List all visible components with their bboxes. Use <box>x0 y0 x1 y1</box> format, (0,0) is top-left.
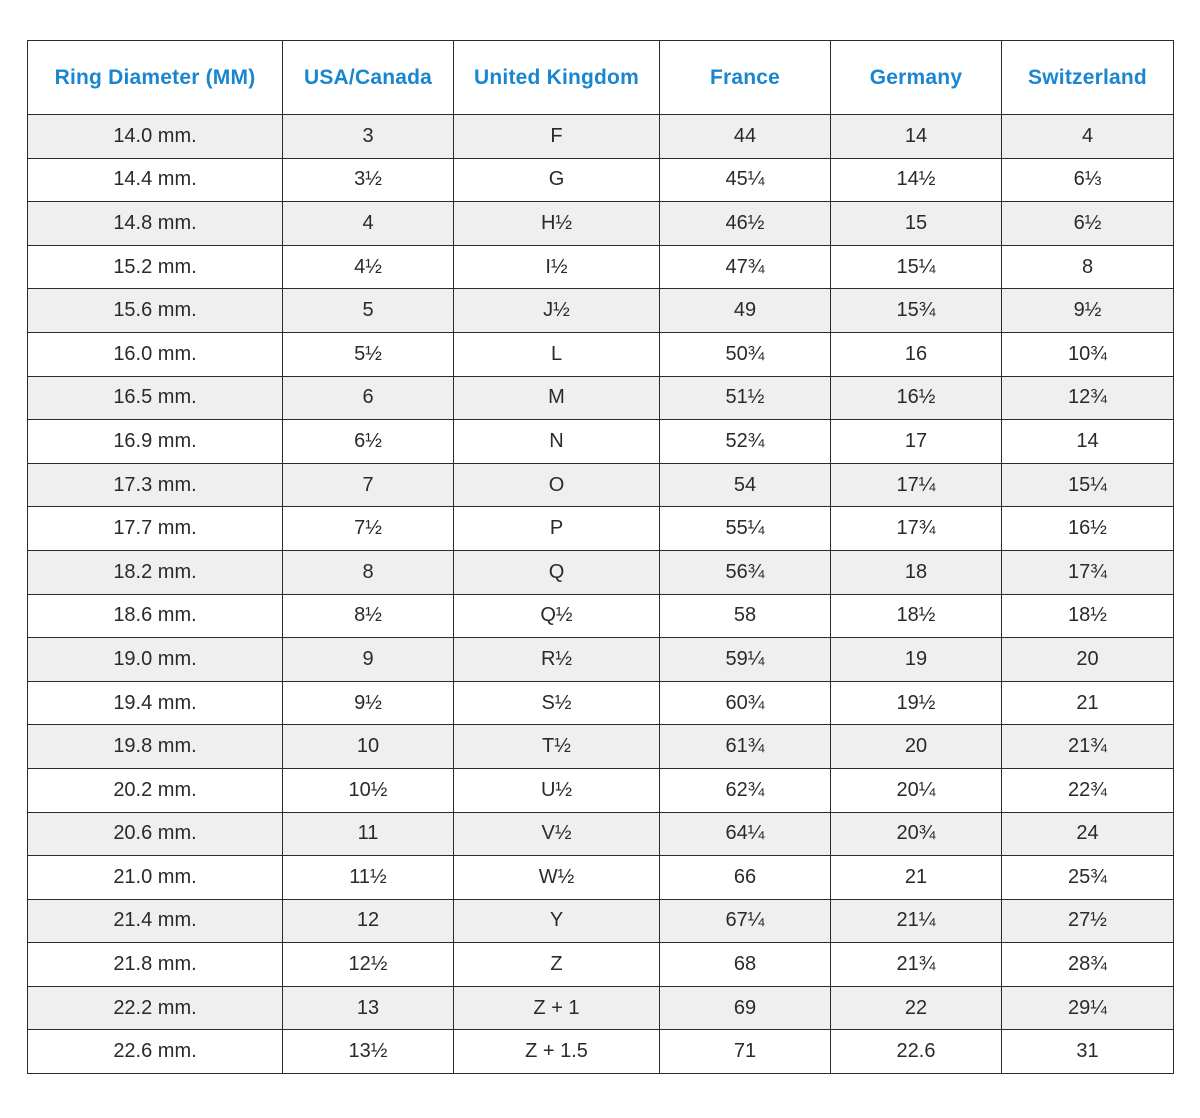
cell-diameter: 14.4 mm. <box>28 158 283 202</box>
cell-switzerland: 18½ <box>1002 594 1174 638</box>
cell-united-kingdom: Q½ <box>454 594 660 638</box>
cell-switzerland: 8 <box>1002 245 1174 289</box>
cell-diameter: 19.4 mm. <box>28 681 283 725</box>
cell-diameter: 16.0 mm. <box>28 332 283 376</box>
cell-switzerland: 6⅓ <box>1002 158 1174 202</box>
cell-diameter: 17.3 mm. <box>28 463 283 507</box>
table-row <box>28 332 1174 376</box>
cell-usa-canada: 7½ <box>283 507 454 551</box>
cell-diameter: 19.8 mm. <box>28 725 283 769</box>
table-row <box>28 245 1174 289</box>
cell-united-kingdom: P <box>454 507 660 551</box>
cell-france: 46½ <box>660 202 831 246</box>
header-france: France <box>660 41 831 115</box>
cell-diameter: 14.8 mm. <box>28 202 283 246</box>
cell-usa-canada: 7 <box>283 463 454 507</box>
cell-diameter: 20.2 mm. <box>28 768 283 812</box>
cell-usa-canada: 3½ <box>283 158 454 202</box>
cell-switzerland: 17¾ <box>1002 550 1174 594</box>
cell-france: 56¾ <box>660 550 831 594</box>
cell-united-kingdom: M <box>454 376 660 420</box>
table-row <box>28 158 1174 202</box>
cell-switzerland: 24 <box>1002 812 1174 856</box>
cell-usa-canada: 13 <box>283 986 454 1030</box>
cell-diameter: 20.6 mm. <box>28 812 283 856</box>
cell-germany: 14½ <box>831 158 1002 202</box>
cell-switzerland: 27½ <box>1002 899 1174 943</box>
cell-usa-canada: 3 <box>283 115 454 159</box>
table-row <box>28 594 1174 638</box>
cell-germany: 22 <box>831 986 1002 1030</box>
cell-germany: 19½ <box>831 681 1002 725</box>
cell-france: 44 <box>660 115 831 159</box>
cell-germany: 17¾ <box>831 507 1002 551</box>
table-row <box>28 768 1174 812</box>
cell-united-kingdom: W½ <box>454 856 660 900</box>
cell-usa-canada: 9½ <box>283 681 454 725</box>
cell-france: 52¾ <box>660 420 831 464</box>
cell-switzerland: 21 <box>1002 681 1174 725</box>
cell-usa-canada: 8 <box>283 550 454 594</box>
cell-usa-canada: 12½ <box>283 943 454 987</box>
cell-germany: 17 <box>831 420 1002 464</box>
cell-usa-canada: 10 <box>283 725 454 769</box>
cell-france: 58 <box>660 594 831 638</box>
cell-united-kingdom: Z + 1.5 <box>454 1030 660 1074</box>
table-row <box>28 681 1174 725</box>
cell-usa-canada: 10½ <box>283 768 454 812</box>
cell-france: 67¼ <box>660 899 831 943</box>
cell-france: 54 <box>660 463 831 507</box>
cell-diameter: 21.4 mm. <box>28 899 283 943</box>
cell-france: 49 <box>660 289 831 333</box>
cell-united-kingdom: G <box>454 158 660 202</box>
cell-switzerland: 25¾ <box>1002 856 1174 900</box>
cell-germany: 21¼ <box>831 899 1002 943</box>
cell-usa-canada: 13½ <box>283 1030 454 1074</box>
table-row <box>28 507 1174 551</box>
cell-united-kingdom: L <box>454 332 660 376</box>
cell-diameter: 21.0 mm. <box>28 856 283 900</box>
cell-united-kingdom: Z <box>454 943 660 987</box>
cell-united-kingdom: H½ <box>454 202 660 246</box>
cell-switzerland: 16½ <box>1002 507 1174 551</box>
cell-diameter: 22.6 mm. <box>28 1030 283 1074</box>
table-row <box>28 376 1174 420</box>
cell-diameter: 15.6 mm. <box>28 289 283 333</box>
cell-united-kingdom: Z + 1 <box>454 986 660 1030</box>
table-row <box>28 115 1174 159</box>
cell-diameter: 22.2 mm. <box>28 986 283 1030</box>
header-ring-diameter: Ring Diameter (MM) <box>28 41 283 115</box>
header-row <box>28 41 1174 115</box>
cell-switzerland: 21¾ <box>1002 725 1174 769</box>
cell-germany: 17¼ <box>831 463 1002 507</box>
cell-diameter: 15.2 mm. <box>28 245 283 289</box>
cell-switzerland: 15¼ <box>1002 463 1174 507</box>
cell-france: 64¼ <box>660 812 831 856</box>
cell-usa-canada: 11 <box>283 812 454 856</box>
cell-united-kingdom: V½ <box>454 812 660 856</box>
table-body <box>28 115 1174 1074</box>
cell-france: 59¼ <box>660 638 831 682</box>
cell-germany: 18 <box>831 550 1002 594</box>
cell-diameter: 19.0 mm. <box>28 638 283 682</box>
cell-germany: 15¾ <box>831 289 1002 333</box>
header-switzerland: Switzerland <box>1002 41 1174 115</box>
cell-united-kingdom: R½ <box>454 638 660 682</box>
cell-france: 66 <box>660 856 831 900</box>
cell-germany: 20¾ <box>831 812 1002 856</box>
cell-france: 71 <box>660 1030 831 1074</box>
cell-germany: 18½ <box>831 594 1002 638</box>
cell-usa-canada: 8½ <box>283 594 454 638</box>
table-row <box>28 550 1174 594</box>
cell-france: 69 <box>660 986 831 1030</box>
cell-usa-canada: 9 <box>283 638 454 682</box>
table-row <box>28 725 1174 769</box>
cell-united-kingdom: F <box>454 115 660 159</box>
cell-diameter: 17.7 mm. <box>28 507 283 551</box>
table-row <box>28 463 1174 507</box>
cell-switzerland: 14 <box>1002 420 1174 464</box>
cell-diameter: 16.5 mm. <box>28 376 283 420</box>
cell-switzerland: 12¾ <box>1002 376 1174 420</box>
cell-united-kingdom: O <box>454 463 660 507</box>
ring-size-table <box>27 40 1174 1074</box>
cell-united-kingdom: J½ <box>454 289 660 333</box>
cell-united-kingdom: U½ <box>454 768 660 812</box>
cell-france: 47¾ <box>660 245 831 289</box>
cell-diameter: 18.6 mm. <box>28 594 283 638</box>
cell-switzerland: 4 <box>1002 115 1174 159</box>
cell-usa-canada: 4 <box>283 202 454 246</box>
cell-france: 60¾ <box>660 681 831 725</box>
cell-usa-canada: 5 <box>283 289 454 333</box>
cell-diameter: 16.9 mm. <box>28 420 283 464</box>
cell-united-kingdom: I½ <box>454 245 660 289</box>
cell-switzerland: 22¾ <box>1002 768 1174 812</box>
cell-usa-canada: 6 <box>283 376 454 420</box>
header-germany: Germany <box>831 41 1002 115</box>
cell-germany: 21¾ <box>831 943 1002 987</box>
cell-france: 45¼ <box>660 158 831 202</box>
cell-france: 50¾ <box>660 332 831 376</box>
cell-united-kingdom: T½ <box>454 725 660 769</box>
header-usa-canada: USA/Canada <box>283 41 454 115</box>
cell-united-kingdom: Q <box>454 550 660 594</box>
cell-switzerland: 6½ <box>1002 202 1174 246</box>
cell-germany: 20 <box>831 725 1002 769</box>
table-row <box>28 202 1174 246</box>
cell-switzerland: 29¼ <box>1002 986 1174 1030</box>
cell-switzerland: 28¾ <box>1002 943 1174 987</box>
cell-usa-canada: 11½ <box>283 856 454 900</box>
table-row <box>28 289 1174 333</box>
cell-germany: 20¼ <box>831 768 1002 812</box>
cell-france: 61¾ <box>660 725 831 769</box>
cell-usa-canada: 4½ <box>283 245 454 289</box>
cell-germany: 14 <box>831 115 1002 159</box>
cell-france: 55¼ <box>660 507 831 551</box>
table-row <box>28 1030 1174 1074</box>
cell-united-kingdom: N <box>454 420 660 464</box>
cell-germany: 15 <box>831 202 1002 246</box>
cell-germany: 19 <box>831 638 1002 682</box>
cell-france: 68 <box>660 943 831 987</box>
cell-germany: 21 <box>831 856 1002 900</box>
cell-diameter: 21.8 mm. <box>28 943 283 987</box>
table-row <box>28 638 1174 682</box>
cell-france: 51½ <box>660 376 831 420</box>
table-row <box>28 986 1174 1030</box>
cell-switzerland: 10¾ <box>1002 332 1174 376</box>
cell-switzerland: 20 <box>1002 638 1174 682</box>
cell-france: 62¾ <box>660 768 831 812</box>
table-row <box>28 420 1174 464</box>
cell-diameter: 14.0 mm. <box>28 115 283 159</box>
table-row <box>28 899 1174 943</box>
cell-united-kingdom: S½ <box>454 681 660 725</box>
cell-united-kingdom: Y <box>454 899 660 943</box>
cell-germany: 15¼ <box>831 245 1002 289</box>
cell-germany: 16½ <box>831 376 1002 420</box>
cell-germany: 22.6 <box>831 1030 1002 1074</box>
header-united-kingdom: United Kingdom <box>454 41 660 115</box>
table-row <box>28 943 1174 987</box>
table-row <box>28 856 1174 900</box>
cell-diameter: 18.2 mm. <box>28 550 283 594</box>
cell-switzerland: 31 <box>1002 1030 1174 1074</box>
cell-usa-canada: 12 <box>283 899 454 943</box>
cell-switzerland: 9½ <box>1002 289 1174 333</box>
cell-usa-canada: 5½ <box>283 332 454 376</box>
cell-germany: 16 <box>831 332 1002 376</box>
cell-usa-canada: 6½ <box>283 420 454 464</box>
table-row <box>28 812 1174 856</box>
